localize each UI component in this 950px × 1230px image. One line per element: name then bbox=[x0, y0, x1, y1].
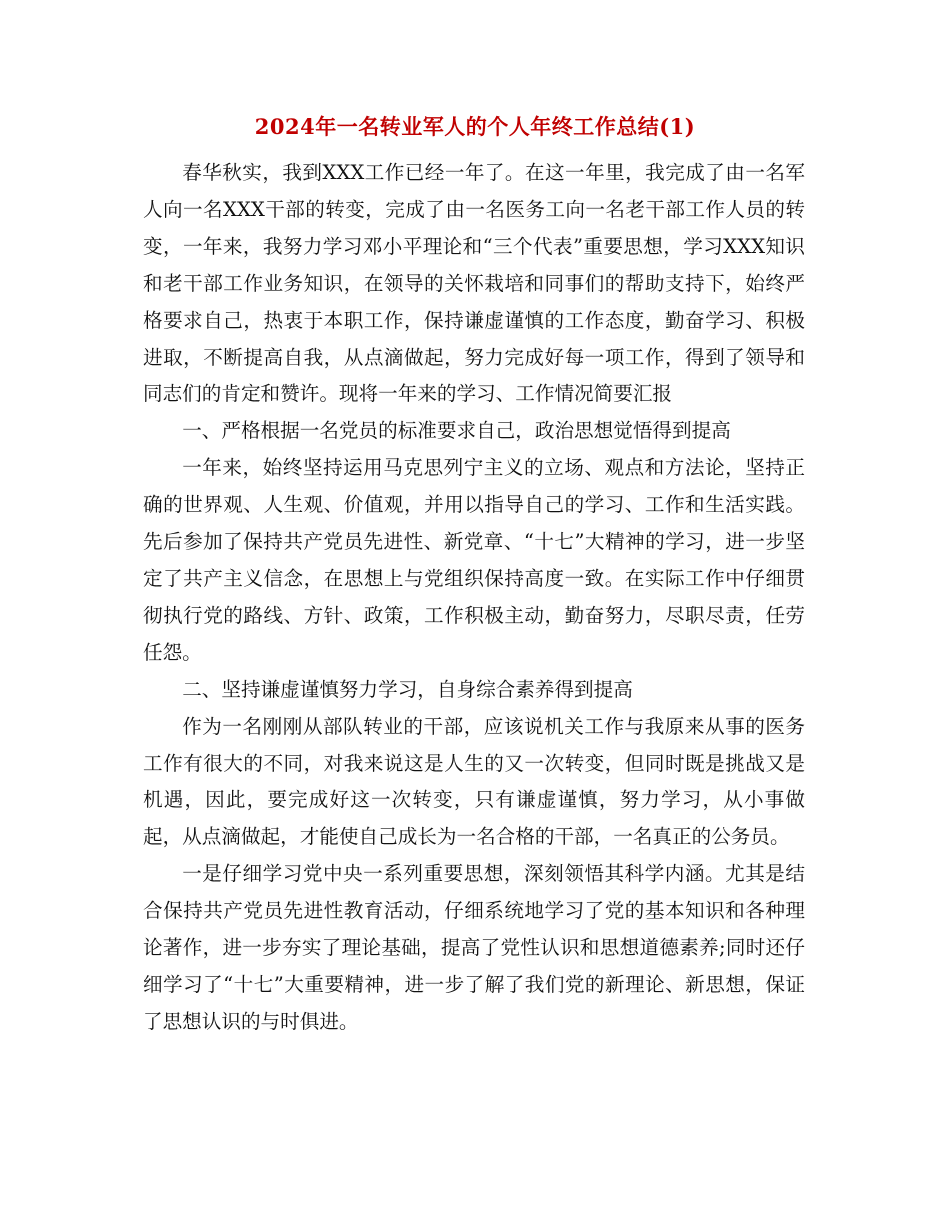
paragraph-politics: 一年来，始终坚持运用马克思列宁主义的立场、观点和方法论，坚持正确的世界观、人生观、价值观，并用以指导自己的学习、工作和生活实践。先后参加了保持共产党员先进性、新党章、“十七”大精神的学习，进一步坚定了共产主义信念，在思想上与党组织保持高度一致。在实际工作中仔细贯彻执行党的路线、方针、政策，工作积极主动，勤奋努力，尽职尽责，任劳任怨。 bbox=[143, 456, 805, 664]
paragraph-study: 作为一名刚刚从部队转业的干部，应该说机关工作与我原来从事的医务工作有很大的不同，对我来说这是人生的又一次转变，但同时既是挑战又是机遇，因此，要完成好这一次转变，只有谦虚谨慎，努力学习，从小事做起，从点滴做起，才能使自己成长为一名合格的干部，一名真正的公务员。 bbox=[143, 714, 805, 849]
paragraph-intro: 春华秋实，我到XXX工作已经一年了。在这一年里，我完成了由一名军人向一名XXX干部的转变，完成了由一名医务工向一名老干部工作人员的转变，一年来，我努力学习邓小平理论和“三个代表”重要思想，学习XXX知识和老干部工作业务知识，在领导的关怀栽培和同事们的帮助支持下，始终严格要求自己，热衷于本职工作，保持谦虚谨慎的工作态度，勤奋学习、积极进取，不断提高自我，从点滴做起，努力完成好每一项工作，得到了领导和同志们的肯定和赞许。现将一年来的学习、工作情况简要汇报 bbox=[143, 161, 805, 406]
paragraph-theory: 一是仔细学习党中央一系列重要思想，深刻领悟其科学内涵。尤其是结合保持共产党员先进性教育活动，仔细系统地学习了党的基本知识和各种理论著作，进一步夯实了理论基础，提高了党性认识和思想道德素养;同时还仔细学习了“十七”大重要精神，进一步了解了我们党的新理论、新思想，保证了思想认识的与时俱进。 bbox=[143, 862, 805, 1033]
section-heading-1: 一、严格根据一名党员的标准要求自己，政治思想觉悟得到提高 bbox=[182, 419, 731, 443]
document-body bbox=[143, 155, 805, 1041]
document-title: 2024年一名转业军人的个人年终工作总结(1) bbox=[254, 114, 696, 139]
section-heading-2: 二、坚持谦虚谨慎努力学习，自身综合素养得到提高 bbox=[182, 677, 633, 701]
